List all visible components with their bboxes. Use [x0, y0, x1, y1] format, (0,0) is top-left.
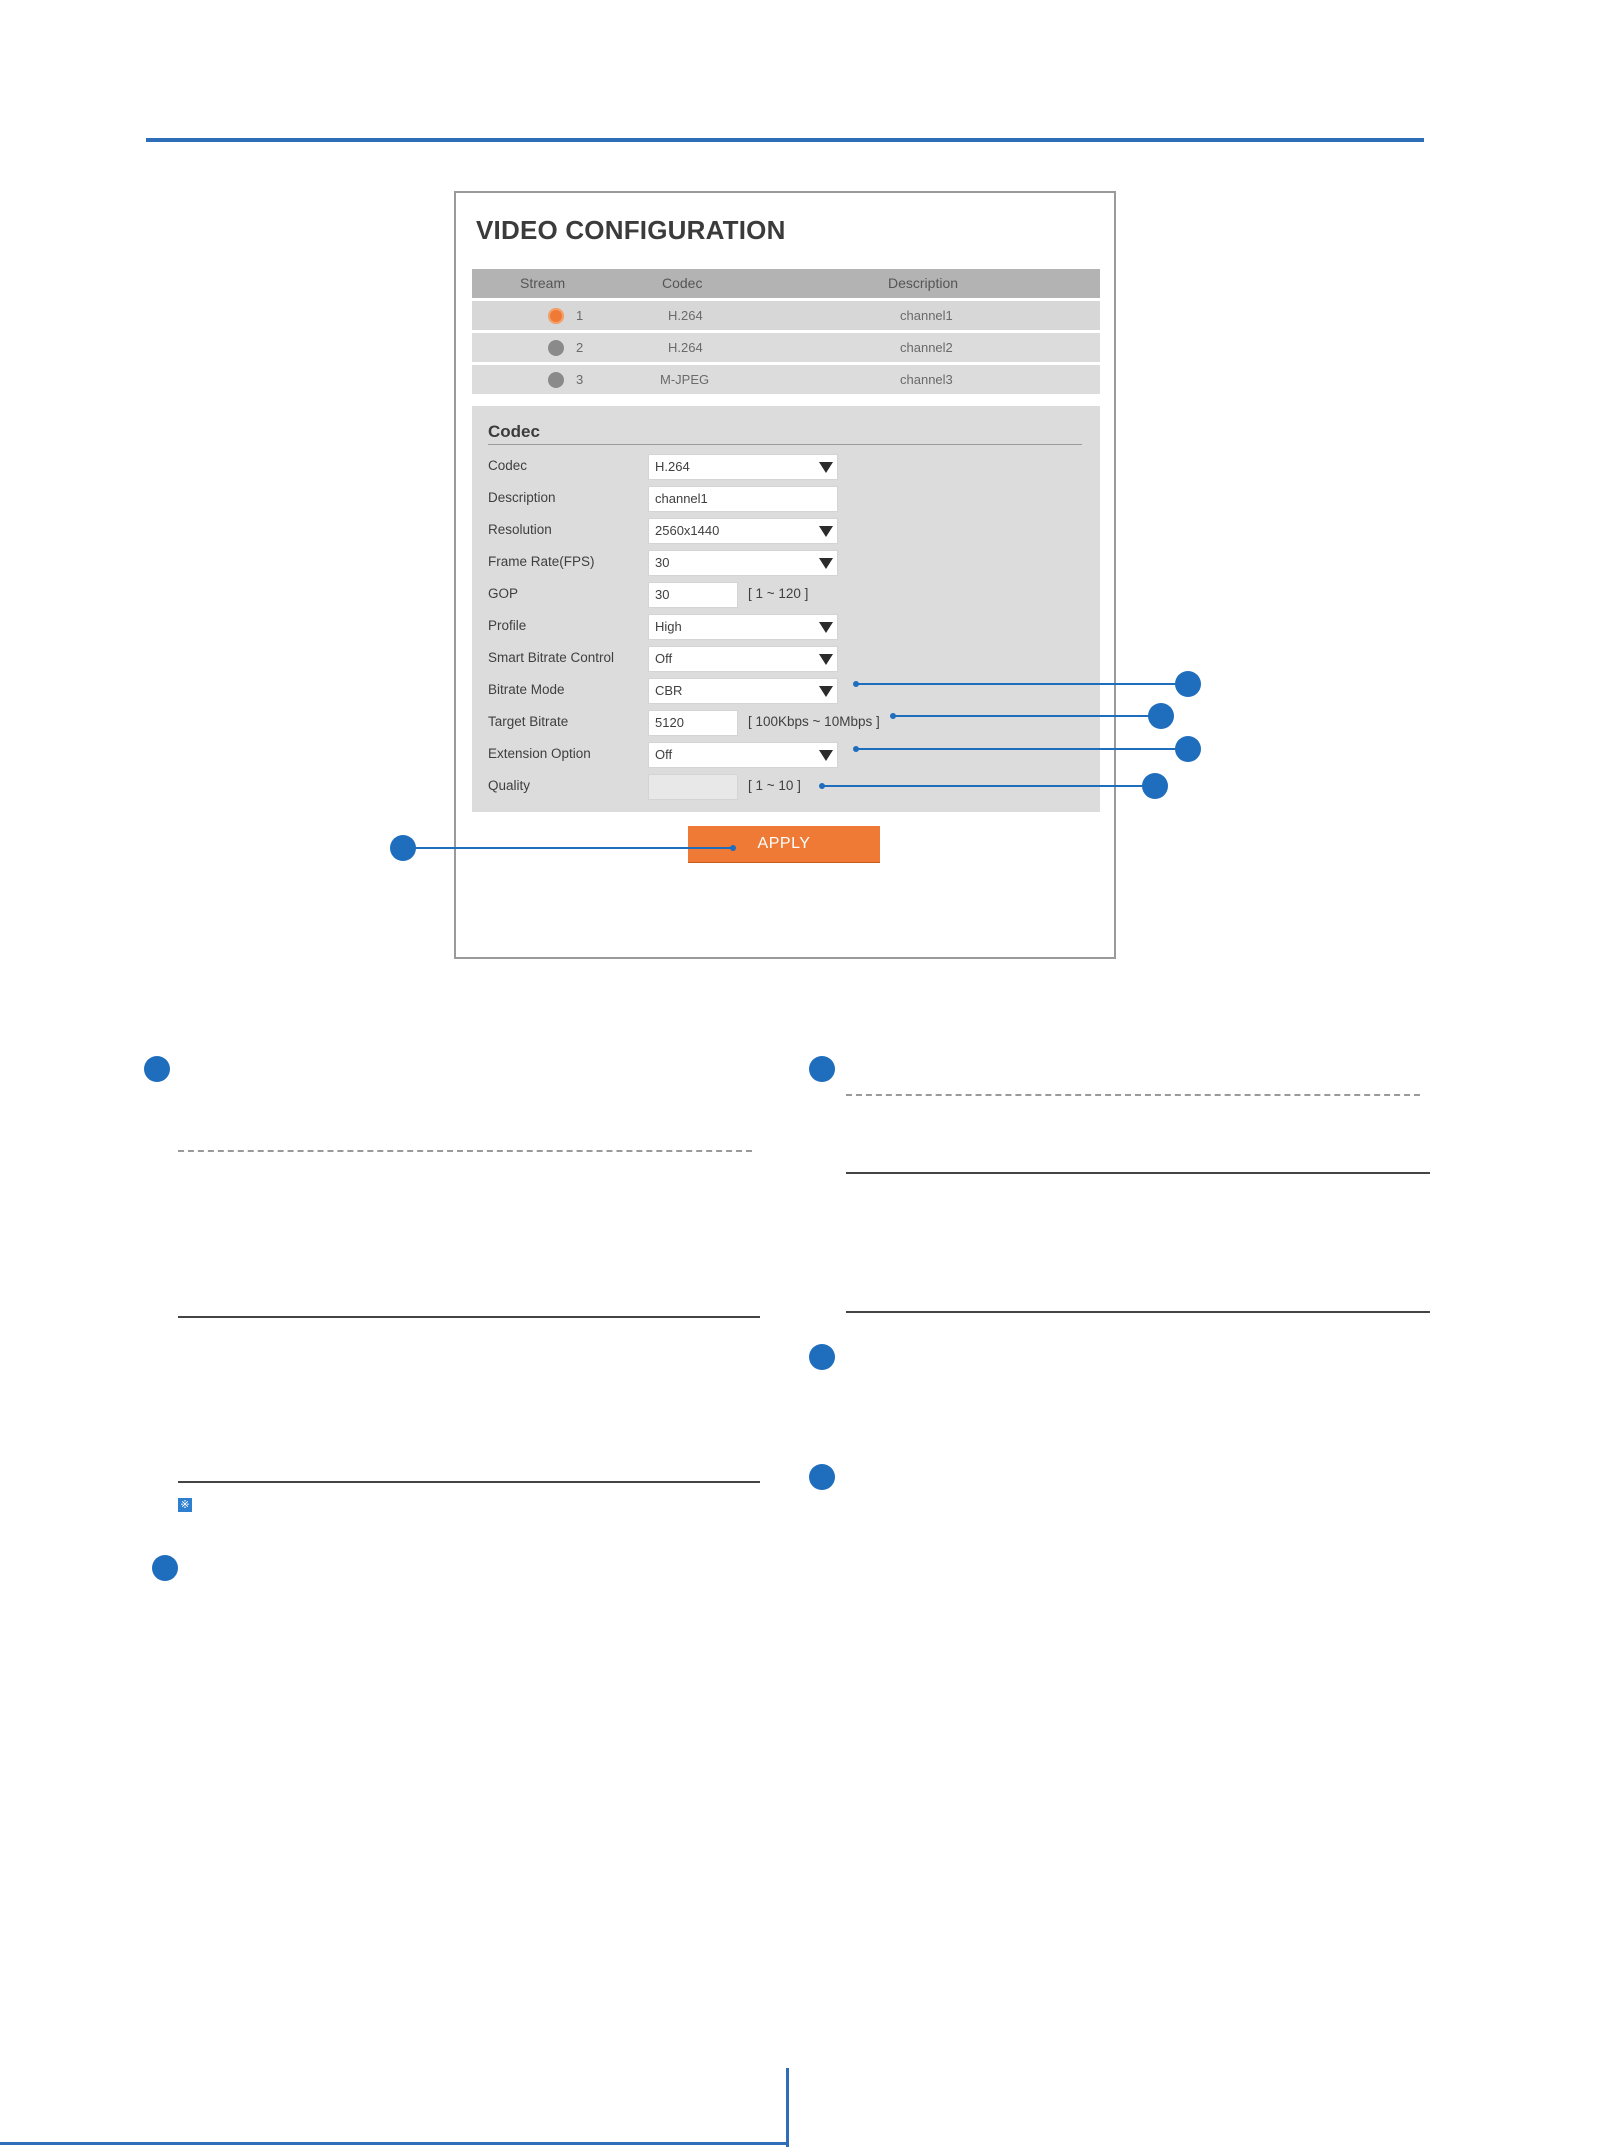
- resolution-select[interactable]: [648, 518, 838, 544]
- dashed-divider: [846, 1094, 1420, 1096]
- header-rule: [146, 138, 1424, 142]
- smart-bitrate-row: [488, 646, 1088, 674]
- footer-line: [0, 2142, 786, 2145]
- stream-number: 1: [576, 308, 584, 323]
- gop-input[interactable]: 30: [648, 582, 738, 608]
- dropdown-arrow-icon: [819, 622, 833, 633]
- smart-bitrate-value: Off: [655, 651, 673, 666]
- codec-panel-title: Codec: [488, 422, 540, 441]
- codec-select[interactable]: [648, 454, 838, 480]
- apply-button[interactable]: APPLY: [688, 826, 880, 862]
- note-icon: ※: [178, 1498, 192, 1512]
- header-codec: Codec: [662, 275, 703, 291]
- description-marker: [152, 1555, 178, 1581]
- frame-rate-row: [488, 550, 1088, 578]
- callout-line-end: [890, 713, 896, 719]
- frame-rate-label: Frame Rate(FPS): [488, 554, 595, 569]
- resolution-row: [488, 518, 1088, 546]
- resolution-label: Resolution: [488, 522, 552, 537]
- callout-marker: [1175, 671, 1201, 697]
- video-configuration-window: [454, 191, 1116, 959]
- callout-line-end: [853, 681, 859, 687]
- bitrate-mode-select[interactable]: [648, 678, 838, 704]
- header-stream: Stream: [520, 275, 566, 291]
- stream-description: channel1: [900, 308, 953, 323]
- stream-codec: H.264: [668, 308, 703, 323]
- target-bitrate-label: Target Bitrate: [488, 714, 569, 729]
- stream-row-3[interactable]: [472, 365, 1100, 394]
- stream-row-1[interactable]: [472, 301, 1100, 330]
- callout-marker: [390, 835, 416, 861]
- callout-line: [822, 785, 1143, 787]
- footer-bar: [786, 2068, 789, 2147]
- stream-radio-3[interactable]: [548, 372, 564, 388]
- gop-row: [488, 582, 1088, 610]
- extension-option-row: [488, 742, 1088, 770]
- callout-marker: [1148, 703, 1174, 729]
- smart-bitrate-label: Smart Bitrate Control: [488, 650, 615, 665]
- frame-rate-select[interactable]: [648, 550, 838, 576]
- description-marker: [809, 1344, 835, 1370]
- description-marker: [144, 1056, 170, 1082]
- table-rule: [846, 1311, 1430, 1313]
- quality-input[interactable]: [648, 774, 738, 800]
- bitrate-mode-label: Bitrate Mode: [488, 682, 565, 697]
- window-title: VIDEO CONFIGURATION: [476, 215, 786, 245]
- stream-description: channel3: [900, 372, 953, 387]
- description-marker: [809, 1464, 835, 1490]
- callout-line: [856, 683, 1176, 685]
- target-bitrate-input[interactable]: 5120: [648, 710, 738, 736]
- callout-line: [415, 847, 733, 849]
- description-input[interactable]: channel1: [648, 486, 838, 512]
- stream-table: [472, 269, 1100, 394]
- dropdown-arrow-icon: [819, 654, 833, 665]
- stream-codec: H.264: [668, 340, 703, 355]
- description-row: [488, 486, 1088, 514]
- dropdown-arrow-icon: [819, 462, 833, 473]
- callout-marker: [1142, 773, 1168, 799]
- table-rule: [846, 1172, 1430, 1174]
- dropdown-arrow-icon: [819, 526, 833, 537]
- bitrate-mode-value: CBR: [655, 683, 683, 698]
- callout-marker: [1175, 736, 1201, 762]
- profile-value: High: [655, 619, 682, 634]
- codec-label: Codec: [488, 458, 528, 473]
- quality-row: [488, 774, 1088, 802]
- dropdown-arrow-icon: [819, 686, 833, 697]
- quality-range-hint: [ 1 ~ 10 ]: [748, 778, 801, 793]
- stream-table-header: [472, 269, 1100, 298]
- extension-option-value: Off: [655, 747, 673, 762]
- frame-rate-value: 30: [655, 555, 670, 570]
- callout-line-end: [730, 845, 736, 851]
- stream-radio-2[interactable]: [548, 340, 564, 356]
- dashed-divider: [178, 1150, 752, 1152]
- resolution-value: 2560x1440: [655, 523, 720, 538]
- stream-number: 3: [576, 372, 584, 387]
- callout-line-end: [853, 746, 859, 752]
- stream-description: channel2: [900, 340, 953, 355]
- gop-range-hint: [ 1 ~ 120 ]: [748, 586, 809, 601]
- stream-codec: M-JPEG: [660, 372, 710, 387]
- profile-row: [488, 614, 1088, 642]
- callout-line: [893, 715, 1149, 717]
- codec-panel-divider: [488, 444, 1082, 445]
- gop-label: GOP: [488, 586, 519, 601]
- quality-label: Quality: [488, 778, 531, 793]
- stream-row-2[interactable]: [472, 333, 1100, 362]
- header-description: Description: [888, 275, 959, 291]
- table-rule: [178, 1481, 760, 1483]
- codec-panel: [472, 406, 1100, 812]
- stream-radio-1[interactable]: [548, 308, 564, 324]
- extension-option-label: Extension Option: [488, 746, 591, 761]
- callout-line: [856, 748, 1176, 750]
- smart-bitrate-select[interactable]: [648, 646, 838, 672]
- description-marker: [809, 1056, 835, 1082]
- codec-value: H.264: [655, 459, 690, 474]
- callout-line-end: [819, 783, 825, 789]
- profile-select[interactable]: [648, 614, 838, 640]
- target-bitrate-range-hint: [ 100Kbps ~ 10Mbps ]: [748, 714, 880, 729]
- description-label: Description: [488, 490, 556, 505]
- stream-number: 2: [576, 340, 584, 355]
- extension-option-select[interactable]: [648, 742, 838, 768]
- table-rule: [178, 1316, 760, 1318]
- dropdown-arrow-icon: [819, 750, 833, 761]
- profile-label: Profile: [488, 618, 527, 633]
- codec-row: [488, 454, 1088, 482]
- dropdown-arrow-icon: [819, 558, 833, 569]
